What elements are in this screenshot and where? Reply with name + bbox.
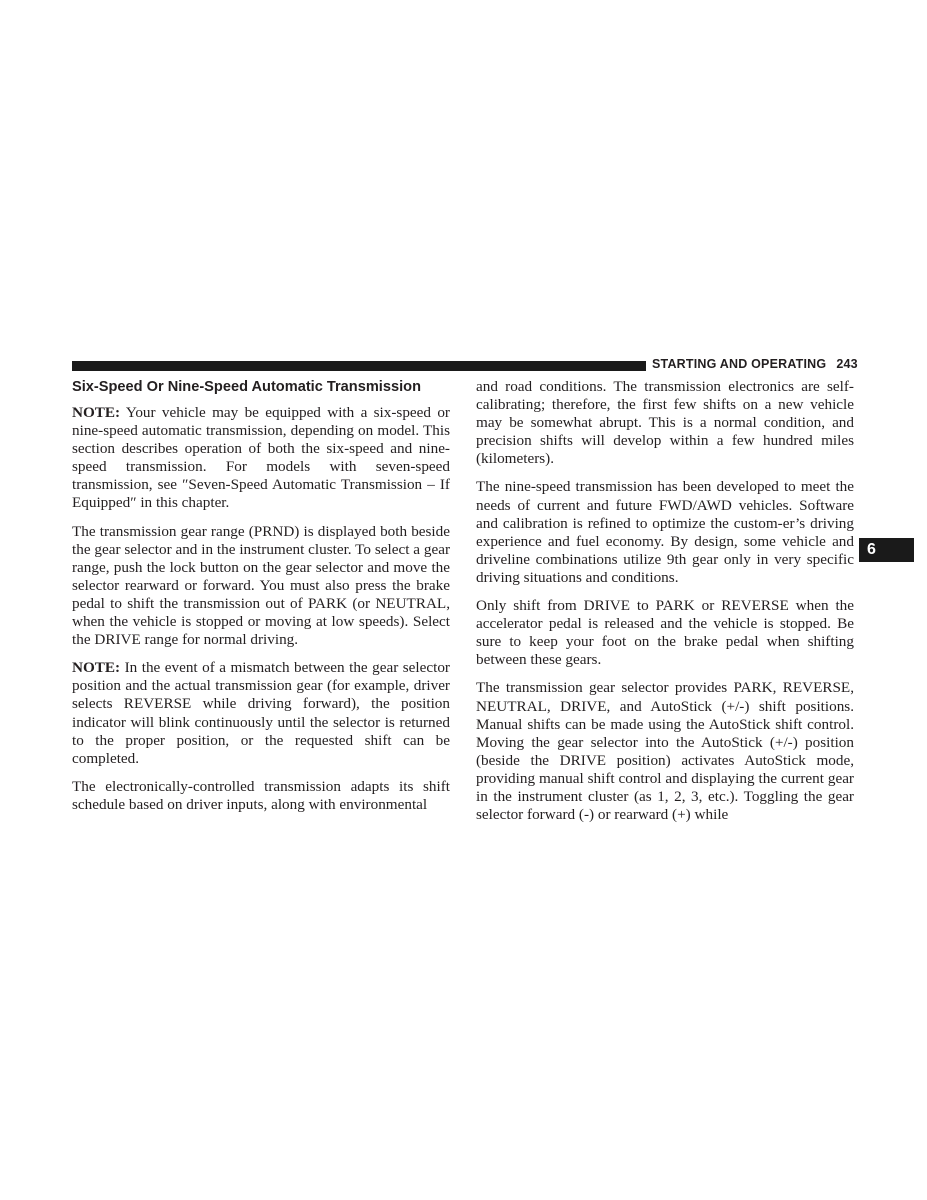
left-column: [72, 377, 450, 824]
paragraph: [72, 778, 450, 814]
header-rule: [72, 361, 646, 371]
section-title: STARTING AND OPERATING: [652, 357, 827, 371]
paragraph: [72, 659, 450, 768]
note-label: NOTE:: [72, 659, 121, 677]
paragraph: [72, 404, 450, 513]
paragraph: and road conditions. The transmission electronics are self-calibrating; therefore, the first few shifts on a new vehicle may be somewhat abrupt. This is a normal condition, and precision shifts will develop within a few hundred miles (kilometers).: [476, 378, 854, 468]
running-header: [652, 357, 858, 371]
right-column: [476, 378, 854, 834]
paragraph-text: The transmission gear range (PRND) is displayed both beside the gear selector and in the instrument cluster. To select a gear range, push the lock button on the gear selector and move the selector rearward or forward. You must also press the brake pedal to shift the transmission out of PARK (or NEUTRAL, when the vehicle is stopped or moving at low speeds). Select the DRIVE range for normal driving.: [72, 522, 450, 649]
paragraph-text: Your vehicle may be equipped with a six-speed or nine-speed automatic transmission, depending on model. This section describes operation of both the six-speed and nine-speed transmission. For models with seven-speed transmission, see ″Seven-Speed Automatic Transmission – If Equipped″ in this chapter.: [72, 404, 450, 512]
section-heading: Six-Speed Or Nine-Speed Automatic Transmission: [72, 379, 421, 395]
paragraph: The transmission gear selector provides PARK, REVERSE, NEUTRAL, DRIVE, and AutoStick (+/-) shift positions. Manual shifts can be made using the AutoStick shift control. Moving the gear selector into the AutoStick (+/-) position (beside the DRIVE position) activates AutoStick mode, providing manual shift control and displaying the current gear in the instrument cluster (as 1, 2, 3, etc.). Toggling the gear selector forward (-) or rearward (+) while: [476, 679, 854, 824]
paragraph: Only shift from DRIVE to PARK or REVERSE when the accelerator pedal is released and the vehicle is stopped. Be sure to keep your foot on the brake pedal when shifting between these gears.: [476, 597, 854, 669]
paragraph-text: The electronically-controlled transmission adapts its shift schedule based on driver inputs, along with environmental: [72, 777, 450, 813]
paragraph-text: In the event of a mismatch between the gear selector position and the actual transmission gear (for example, driver selects REVERSE while driving forward), the position indicator will blink continuously until the selector is returned to the proper position, or the requested shift can be completed.: [72, 659, 450, 767]
paragraph: [72, 523, 450, 650]
chapter-tab: 6: [859, 538, 914, 562]
note-label: NOTE:: [72, 404, 121, 421]
page-number: 243: [836, 357, 858, 371]
paragraph: The nine-speed transmission has been developed to meet the needs of current and future FWD/AWD vehicles. Software and calibration is refined to optimize the custom-er’s driving experience and fuel economy. By design, some vehicle and driveline combinations utilize 9th gear only in very specific driving situations and conditions.: [476, 478, 854, 586]
